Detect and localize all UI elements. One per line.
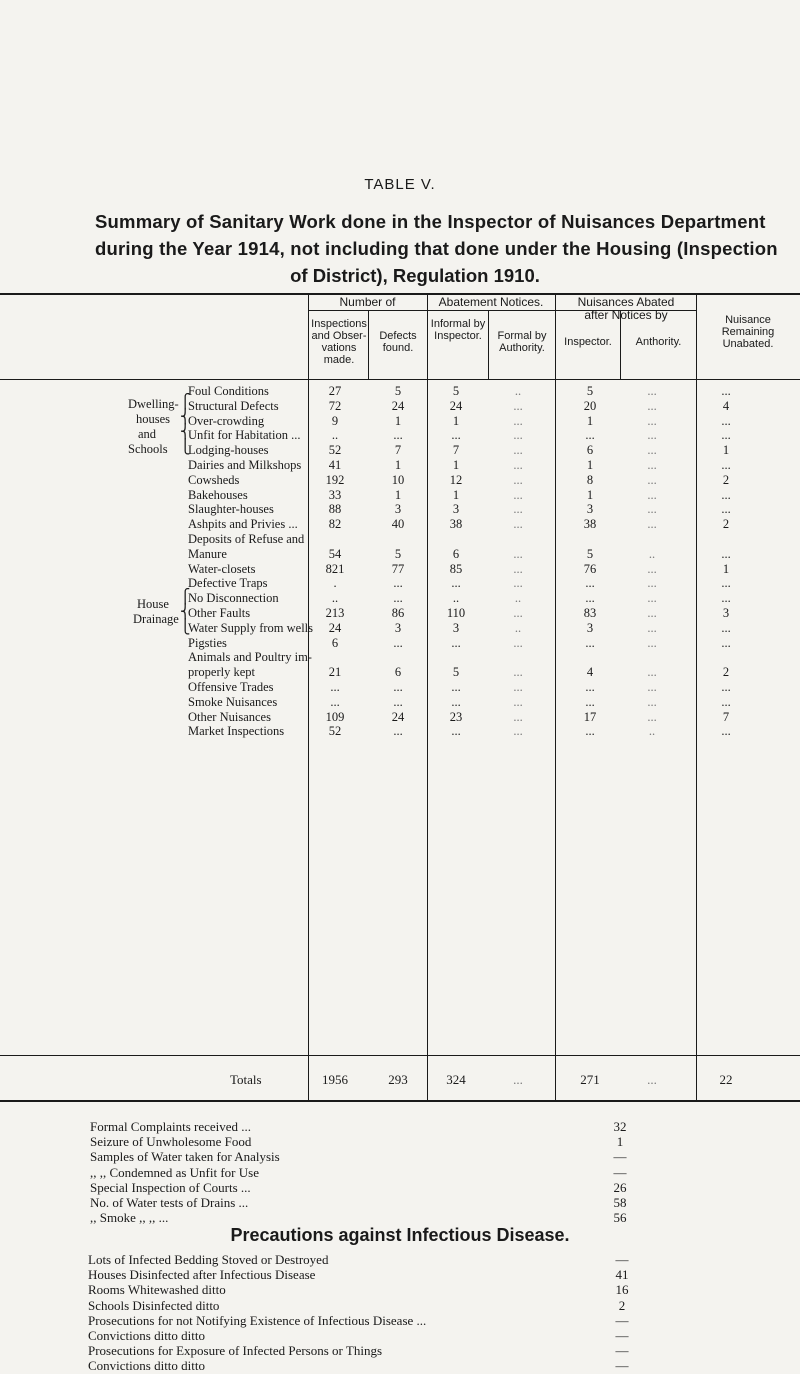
list-item-label: Lots of Infected Bedding Stoved or Destroyed	[88, 1252, 329, 1267]
cell-formal: ...	[513, 576, 523, 591]
cell-defects: 5	[394, 546, 402, 561]
brace-glyph-6: ⎨	[180, 605, 191, 620]
cell-authority: ...	[647, 635, 657, 650]
cell-formal: ...	[513, 517, 523, 532]
cell-inspections: 27	[328, 384, 342, 398]
cell-defects: 10	[391, 472, 405, 487]
cell-remaining: ...	[721, 635, 731, 650]
cell-defects: ...	[393, 724, 403, 739]
cell-defects: ...	[393, 680, 403, 694]
table-top-rule	[0, 293, 800, 295]
brace-glyph-5: ⎧	[180, 590, 191, 605]
row-label: properly kept	[188, 665, 255, 680]
list-item	[90, 1149, 690, 1164]
cell-informal: 38	[449, 517, 463, 532]
row-label: Defective Traps	[188, 576, 268, 591]
cell-inspector: 5	[586, 546, 594, 561]
cell-remaining: ...	[721, 458, 731, 472]
cell-defects: ...	[393, 428, 403, 443]
cell-informal: 110	[446, 606, 466, 620]
list-item-value: 1	[616, 1134, 624, 1150]
cell-informal: 24	[449, 398, 463, 413]
cell-remaining: 7	[722, 709, 730, 724]
list-item	[88, 1298, 698, 1313]
cell-authority: ...	[647, 694, 657, 709]
cell-remaining: 2	[722, 517, 730, 532]
list-item-label: No. of Water tests of Drains ...	[90, 1194, 249, 1210]
cell-authority: ...	[647, 502, 657, 517]
list-item-label: ,, Smoke ,, ,, ...	[90, 1210, 169, 1226]
list-item-label: Samples of Water taken for Analysis	[90, 1149, 280, 1165]
cell-inspector: ...	[585, 591, 595, 606]
cell-informal: 12	[449, 472, 463, 487]
cell-informal: 23	[449, 709, 463, 724]
cell-remaining: ...	[721, 620, 731, 635]
cell-inspector: ...	[585, 576, 595, 591]
list-item	[90, 1134, 690, 1149]
row-label: Slaughter-houses	[188, 502, 274, 517]
cell-defects: 3	[394, 620, 402, 635]
cell-defects: 24	[391, 398, 405, 413]
cell-remaining: 2	[722, 472, 730, 487]
list-item	[90, 1180, 690, 1195]
list-item-label: Special Inspection of Courts ...	[90, 1179, 251, 1195]
cell-inspector: 17	[583, 709, 597, 724]
list-item-value: —	[615, 1252, 629, 1267]
cell-defects: 77	[391, 561, 405, 576]
list-item	[90, 1195, 690, 1210]
list-item	[88, 1358, 698, 1373]
cell-inspections: ..	[331, 591, 339, 606]
row-label: Deposits of Refuse and	[188, 532, 305, 546]
cell-remaining: ...	[721, 694, 731, 709]
row-label: Over-crowding	[188, 413, 265, 428]
cell-defects: ...	[393, 591, 403, 606]
cell-authority: ..	[648, 724, 656, 739]
totals-remaining: 22	[719, 1072, 733, 1087]
cell-formal: ...	[513, 635, 523, 650]
table-row	[0, 532, 800, 547]
table-row	[0, 710, 800, 725]
cell-formal: ...	[513, 709, 523, 724]
group-house-line-1: House	[137, 597, 169, 611]
table-row	[0, 414, 800, 429]
table-row	[0, 547, 800, 562]
row-label: Other Nuisances	[188, 709, 271, 724]
list-item-label: Houses Disinfected after Infectious Disease	[88, 1267, 316, 1283]
header-authority: Anthority.	[635, 336, 682, 348]
row-label: Water Supply from wells	[188, 620, 314, 635]
row-label: Bakehouses	[188, 487, 248, 502]
cell-formal: ...	[513, 724, 523, 739]
cell-inspections: 6	[331, 635, 339, 650]
group-house-line-2: Drainage	[133, 612, 179, 626]
cell-remaining: ...	[721, 724, 731, 739]
cell-authority: ...	[647, 576, 657, 591]
cell-inspections: 52	[328, 724, 342, 739]
cell-remaining: 3	[722, 606, 730, 620]
row-label: Foul Conditions	[188, 384, 269, 398]
list-item-value: —	[613, 1164, 627, 1180]
row-label: Ashpits and Privies ...	[188, 517, 298, 532]
cell-remaining: ...	[721, 428, 731, 443]
cell-informal: 3	[452, 502, 460, 517]
row-label: Lodging-houses	[188, 443, 269, 458]
cell-inspector: 4	[586, 665, 594, 680]
cell-remaining: 1	[722, 561, 730, 576]
precautions-list	[88, 1252, 698, 1374]
cell-informal: ...	[451, 680, 461, 694]
cell-inspector: 3	[586, 502, 594, 517]
header-inspections: Inspections and Obser- vations made.	[311, 318, 367, 366]
cell-inspector: ...	[585, 680, 595, 694]
cell-inspector: ...	[585, 694, 595, 709]
table-row	[0, 650, 800, 665]
row-label: Animals and Poultry im-	[188, 650, 312, 665]
row-label: Other Faults	[188, 606, 251, 620]
row-label: Dairies and Milkshops	[188, 458, 302, 472]
header-inspector: Inspector.	[564, 336, 612, 348]
cell-formal: ...	[513, 502, 523, 517]
cell-inspections: ..	[331, 428, 339, 443]
cell-inspections: ...	[330, 694, 340, 709]
cell-defects: ...	[393, 635, 403, 650]
table-row	[0, 517, 800, 532]
cell-informal: 6	[452, 546, 460, 561]
table-row	[0, 724, 800, 739]
totals-top-rule	[0, 1055, 800, 1056]
list-item	[88, 1328, 698, 1343]
cell-formal: ...	[513, 398, 523, 413]
cell-formal: ..	[514, 384, 522, 398]
totals-authority: ...	[647, 1072, 657, 1087]
cell-remaining: ...	[721, 680, 731, 694]
cell-inspector: 38	[583, 517, 597, 532]
table-row	[0, 443, 800, 458]
cell-authority: ...	[647, 398, 657, 413]
cell-informal: 1	[452, 487, 460, 502]
table-row	[0, 606, 800, 621]
cell-inspections: 52	[328, 443, 342, 458]
cell-inspections: 41	[328, 458, 342, 472]
cell-authority: ...	[647, 487, 657, 502]
table-row	[0, 399, 800, 414]
list-item-value: 56	[613, 1210, 627, 1226]
cell-remaining: ...	[721, 487, 731, 502]
list-item-value: —	[615, 1358, 629, 1374]
cell-inspector: 20	[583, 398, 597, 413]
cell-formal: ...	[513, 694, 523, 709]
list-item-value: 41	[615, 1267, 629, 1283]
list-item	[88, 1313, 698, 1328]
cell-inspections: 192	[325, 472, 345, 487]
misc-list	[90, 1119, 690, 1225]
cell-informal: ..	[452, 591, 460, 606]
cell-informal: ...	[451, 428, 461, 443]
cell-defects: 5	[394, 384, 402, 398]
row-label: Manure	[188, 546, 227, 561]
totals-inspections: 1956	[322, 1072, 348, 1087]
cell-formal: ...	[513, 413, 523, 428]
list-item-value: —	[613, 1149, 627, 1165]
cell-remaining: ...	[721, 576, 731, 591]
list-item-label: Convictions ditto ditto	[88, 1327, 206, 1343]
cell-authority: ...	[647, 384, 657, 398]
cell-authority: ...	[647, 680, 657, 694]
cell-authority: ...	[647, 517, 657, 532]
cell-defects: 1	[394, 487, 402, 502]
cell-inspector: 6	[586, 443, 594, 458]
cell-defects: 24	[391, 709, 405, 724]
header-nuisance-remaining-text: Nuisance Remaining Unabated.	[721, 314, 775, 350]
cell-authority: ...	[647, 620, 657, 635]
cell-inspections: 54	[328, 546, 342, 561]
cell-defects: 1	[394, 413, 402, 428]
cell-remaining: ...	[721, 413, 731, 428]
cell-informal: 3	[452, 620, 460, 635]
title-line-2: during the Year 1914, not including that done under the Housing (Inspection	[95, 238, 778, 259]
table-row	[0, 384, 800, 399]
group-dwelling-line-4: Schools	[128, 442, 168, 456]
cell-informal: 5	[452, 384, 460, 398]
list-item	[88, 1343, 698, 1358]
cell-defects: 3	[394, 502, 402, 517]
cell-informal: 1	[452, 413, 460, 428]
header-number-of: Number of	[339, 295, 396, 309]
list-item-label: ,, ,, Condemned as Unfit for Use	[90, 1164, 259, 1180]
cell-formal: ..	[514, 591, 522, 606]
header-abatement-notices: Abatement Notices.	[438, 295, 544, 309]
cell-defects: ...	[393, 694, 403, 709]
cell-remaining: 2	[722, 665, 730, 680]
list-item	[88, 1282, 698, 1297]
totals-informal: 324	[446, 1072, 466, 1087]
cell-informal: ...	[451, 694, 461, 709]
cell-authority: ...	[647, 561, 657, 576]
cell-inspector: 1	[586, 487, 594, 502]
table-row	[0, 502, 800, 517]
brace-glyph-4: ⎩	[180, 440, 191, 455]
brace-glyph-7: ⎩	[180, 620, 191, 635]
cell-authority: ...	[647, 665, 657, 680]
cell-informal: 7	[452, 443, 460, 458]
group-dwelling-line-3: and	[138, 427, 157, 441]
table-label: TABLE V.	[364, 176, 436, 193]
list-item-label: Prosecutions for not Notifying Existence of Infectious Disease ...	[88, 1312, 427, 1328]
table-bottom-rule	[0, 1100, 800, 1102]
table-row	[0, 695, 800, 710]
header-nuisances-abated: Nuisances Abated after Notices by	[577, 295, 675, 322]
table-row	[0, 488, 800, 503]
cell-inspector: 8	[586, 472, 594, 487]
cell-inspections: 72	[328, 398, 342, 413]
cell-remaining: ...	[721, 384, 731, 398]
list-item	[88, 1252, 698, 1267]
precautions-title: Precautions against Infectious Disease.	[230, 1225, 570, 1245]
list-item-value: 26	[613, 1179, 627, 1195]
cell-formal: ...	[513, 680, 523, 694]
title-line-1: Summary of Sanitary Work done in the Inspector of Nuisances Department	[95, 211, 766, 232]
cell-defects: 86	[391, 606, 405, 620]
cell-inspector: ...	[585, 428, 595, 443]
list-item-label: Seizure of Unwholesome Food	[90, 1134, 252, 1150]
list-item	[90, 1210, 690, 1225]
cell-inspections: 24	[328, 620, 342, 635]
cell-authority: ...	[647, 458, 657, 472]
row-label: Offensive Trades	[188, 680, 274, 694]
cell-formal: ...	[513, 487, 523, 502]
table-row	[0, 428, 800, 443]
cell-defects: 40	[391, 517, 405, 532]
cell-inspector: ...	[585, 635, 595, 650]
row-label: Pigsties	[188, 635, 227, 650]
cell-inspector: 3	[586, 620, 594, 635]
cell-inspector: 5	[586, 384, 594, 398]
table-row	[0, 680, 800, 695]
cell-inspections: 33	[328, 487, 342, 502]
table-row	[0, 458, 800, 473]
totals-defects: 293	[388, 1072, 408, 1087]
header-nuisance-remaining	[698, 314, 798, 350]
cell-authority: ...	[647, 606, 657, 620]
row-label: No Disconnection	[188, 591, 279, 606]
table-row	[0, 591, 800, 606]
list-item-label: Schools Disinfected ditto	[88, 1297, 220, 1313]
cell-informal: 5	[452, 665, 460, 680]
row-label: Water-closets	[188, 561, 256, 576]
brace-glyph-3: ⎨	[180, 425, 191, 440]
cell-authority: ...	[647, 709, 657, 724]
list-item	[90, 1119, 690, 1134]
brace-glyph-2: ⎨	[180, 410, 191, 425]
cell-inspections: 88	[328, 502, 342, 517]
table-row	[0, 576, 800, 591]
list-item-value: —	[615, 1327, 629, 1343]
list-item-label: Convictions ditto ditto	[88, 1358, 206, 1374]
header-formal: Formal by Authority.	[497, 330, 547, 354]
cell-defects: 6	[394, 665, 402, 680]
cell-formal: ...	[513, 561, 523, 576]
list-item-label: Formal Complaints received ...	[90, 1119, 252, 1134]
list-item-label: Prosecutions for Exposure of Infected Persons or Things	[88, 1343, 383, 1359]
cell-inspector: 1	[586, 413, 594, 428]
cell-defects: 7	[394, 443, 402, 458]
cell-inspections: 109	[325, 709, 345, 724]
list-item	[90, 1165, 690, 1180]
cell-inspector: 1	[586, 458, 594, 472]
cell-inspections: .	[333, 576, 337, 591]
totals-label: Totals	[230, 1072, 262, 1087]
cell-inspections: 213	[325, 606, 345, 620]
cell-formal: ...	[513, 665, 523, 680]
cell-authority: ..	[648, 546, 656, 561]
cell-remaining: ...	[721, 502, 731, 517]
cell-formal: ..	[514, 620, 522, 635]
cell-remaining: 1	[722, 443, 730, 458]
cell-informal: ...	[451, 576, 461, 591]
table-row	[0, 636, 800, 651]
cell-formal: ...	[513, 546, 523, 561]
list-item-value: 2	[618, 1297, 626, 1313]
row-label: Market Inspections	[188, 724, 285, 739]
header-informal: Informal by Inspector.	[430, 318, 486, 342]
cell-formal: ...	[513, 606, 523, 620]
cell-informal: ...	[451, 635, 461, 650]
list-item-value: —	[615, 1312, 629, 1328]
cell-authority: ...	[647, 443, 657, 458]
cell-authority: ...	[647, 472, 657, 487]
cell-remaining: ...	[721, 546, 731, 561]
cell-informal: ...	[451, 724, 461, 739]
cell-formal: ...	[513, 472, 523, 487]
cell-authority: ...	[647, 591, 657, 606]
group-dwelling-line-1: Dwelling-	[128, 397, 179, 411]
brace-glyph-1: ⎧	[180, 395, 191, 410]
cell-inspections: 821	[325, 561, 345, 576]
cell-inspections: 82	[328, 517, 342, 532]
header-bottom-rule	[0, 379, 800, 380]
totals-formal: ...	[513, 1072, 523, 1087]
list-item-value: 16	[615, 1282, 629, 1298]
table-row	[0, 473, 800, 488]
table-row	[0, 621, 800, 636]
cell-remaining: 4	[722, 398, 730, 413]
cell-formal: ...	[513, 443, 523, 458]
cell-formal: ...	[513, 428, 523, 443]
row-label: Cowsheds	[188, 472, 240, 487]
list-item-value: 58	[613, 1194, 627, 1210]
list-item-value: 32	[613, 1119, 627, 1134]
row-label: Smoke Nuisances	[188, 694, 278, 709]
cell-informal: 1	[452, 458, 460, 472]
title-line-3: of District), Regulation 1910.	[290, 265, 540, 286]
cell-defects: 1	[394, 458, 402, 472]
list-item-value: —	[615, 1343, 629, 1359]
cell-inspections: ...	[330, 680, 340, 694]
group-dwelling-line-2: houses	[136, 412, 171, 426]
totals-inspector: 271	[580, 1072, 600, 1087]
list-item	[88, 1267, 698, 1282]
row-label: Unfit for Habitation ...	[188, 428, 301, 443]
cell-authority: ...	[647, 413, 657, 428]
cell-inspector: 76	[583, 561, 597, 576]
cell-formal: ...	[513, 458, 523, 472]
cell-inspections: 9	[331, 413, 339, 428]
list-item-label: Rooms Whitewashed ditto	[88, 1282, 226, 1298]
cell-authority: ...	[647, 428, 657, 443]
cell-inspector: ...	[585, 724, 595, 739]
table-row	[0, 562, 800, 577]
cell-inspector: 83	[583, 606, 597, 620]
cell-inspections: 21	[328, 665, 342, 680]
cell-remaining: ...	[721, 591, 731, 606]
row-label: Structural Defects	[188, 398, 279, 413]
table-row	[0, 665, 800, 680]
cell-defects: ...	[393, 576, 403, 591]
cell-informal: 85	[449, 561, 463, 576]
header-defects: Defects found.	[379, 330, 417, 354]
